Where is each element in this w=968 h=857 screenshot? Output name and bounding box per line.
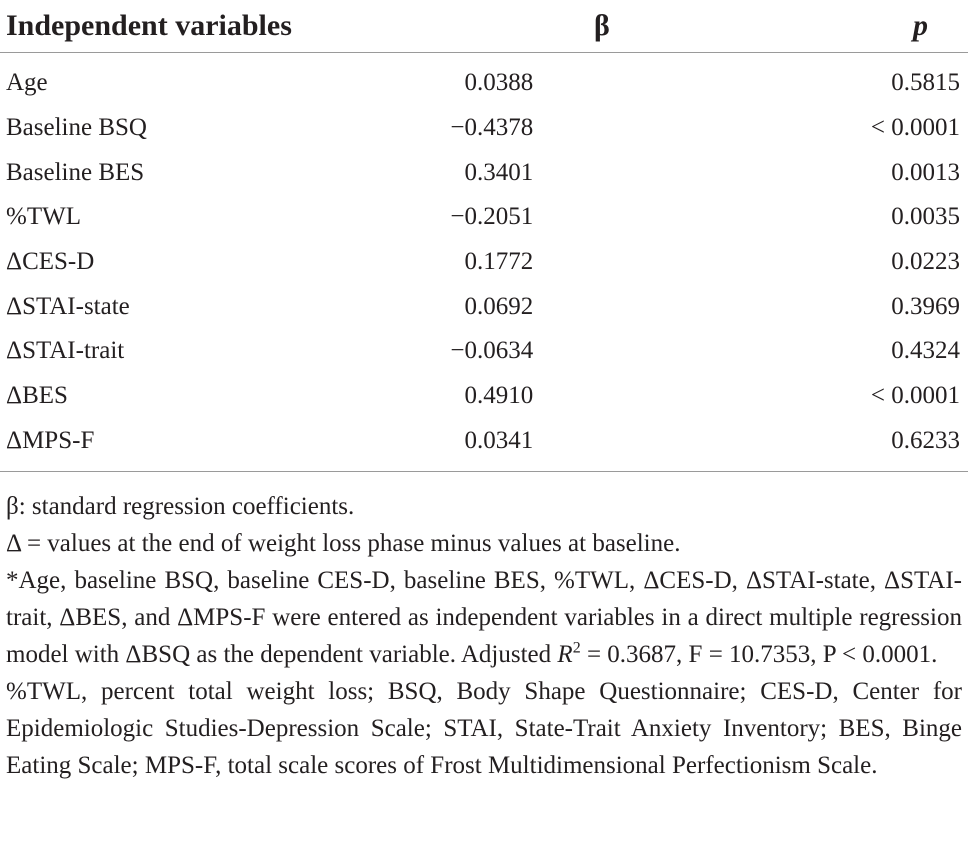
p-cell: 0.0013 [891,158,960,186]
table-row [0,53,968,106]
beta-cell: 0.4910 [464,382,534,410]
p-cell: 0.4324 [891,337,960,365]
variable-cell: Age [6,69,48,97]
table-row [0,195,968,240]
beta-cell: −0.0634 [450,337,534,365]
table-header-row [0,0,968,53]
beta-cell: 0.0692 [464,292,534,320]
r-symbol: R [557,641,573,668]
beta-cell: −0.4378 [450,114,534,142]
variable-cell: ΔSTAI-state [6,292,130,320]
beta-cell: 0.1772 [464,248,534,276]
variable-cell: Baseline BSQ [6,114,147,142]
p-cell: 0.0035 [891,203,960,231]
table-row [0,150,968,195]
table-row [0,374,968,419]
variable-cell: %TWL [6,203,81,231]
footnote-beta-definition: β: standard regression coefficients. [6,493,355,520]
p-cell: < 0.0001 [870,114,960,142]
table-row [0,240,968,285]
table-row [0,106,968,151]
header-independent-variables: Independent variables [0,0,361,53]
beta-cell: 0.0388 [464,69,534,97]
beta-cell: −0.2051 [450,203,534,231]
table-row [0,419,968,472]
table-body [0,53,968,472]
table-row [0,329,968,374]
variable-cell: ΔMPS-F [6,426,95,454]
r-squared-exponent: 2 [572,639,581,657]
variable-cell: ΔBES [6,382,68,410]
footnote-delta-definition: Δ = values at the end of weight loss phase minus values at baseline. [6,530,681,557]
variable-cell: ΔSTAI-trait [6,337,125,365]
table-footnotes [6,488,962,784]
beta-cell: 0.3401 [464,158,534,186]
variable-cell: Baseline BES [6,158,145,186]
beta-cell: 0.0341 [464,426,534,454]
p-cell: 0.0223 [891,248,960,276]
footnote-model-text: *Age, baseline BSQ, baseline CES-D, baseline BES, %TWL, ΔCES-D, ΔSTAI-state, ΔSTAI-trait, ΔBES, and ΔMPS-F were entered as independent variables in a direct multiple regression model with ΔBSQ as the dependent variable. Adjusted [6,567,962,668]
header-beta: β [361,0,844,53]
variable-cell: ΔCES-D [6,248,95,276]
footnote-abbreviations: %TWL, percent total weight loss; BSQ, Body Shape Questionnaire; CES-D, Center for Epidemiologic Studies-Depression Scale; STAI, State-Trait Anxiety Inventory; BES, Binge Eating Scale; MPS-F, total scale scores of Frost Multidimensional Perfectionism Scale. [6,678,962,779]
footnote-model-stats: = 0.3687, F = 10.7353, P < 0.0001. [580,641,938,668]
footnote-regression-model [6,562,962,673]
p-cell: 0.6233 [891,426,960,454]
p-cell: 0.5815 [891,69,960,97]
p-cell: 0.3969 [891,292,960,320]
p-cell: < 0.0001 [870,382,960,410]
table-row [0,284,968,329]
header-p: p [843,0,968,53]
